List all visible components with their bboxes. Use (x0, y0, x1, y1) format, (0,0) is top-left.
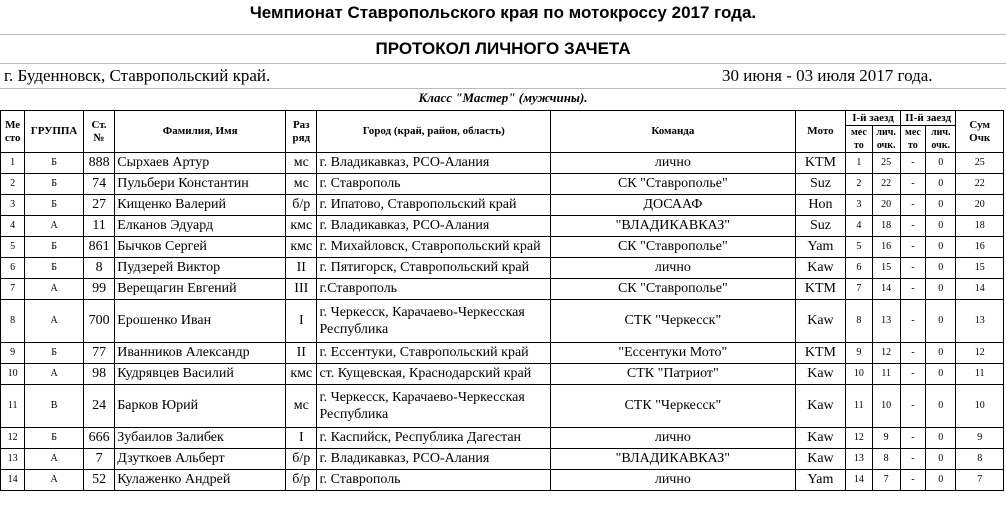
cell-h2-place: - (900, 428, 925, 449)
cell-h1-place: 8 (846, 300, 872, 343)
cell-moto: Hon (795, 195, 846, 216)
cell-h2-place: - (900, 174, 925, 195)
table-row (1, 364, 1004, 385)
cell-total: 12 (956, 343, 1004, 364)
cell-num: 700 (83, 300, 114, 343)
cell-city: г. Пятигорск, Ставропольский край (317, 258, 551, 279)
cell-group: Б (25, 195, 84, 216)
cell-name: Бычков Сергей (115, 237, 286, 258)
col-heat1-place: мес то (846, 126, 872, 153)
table-row (1, 174, 1004, 195)
event-dates: 30 июня - 03 июля 2017 года. (722, 66, 933, 85)
cell-total: 18 (956, 216, 1004, 237)
cell-team: СТК "Черкесск" (551, 300, 796, 343)
col-heat1-points: лич. очк. (872, 126, 900, 153)
cell-h1-place: 7 (846, 279, 872, 300)
cell-city: г. Владикавказ, РСО-Алания (317, 153, 551, 174)
cell-moto: Kaw (795, 385, 846, 428)
cell-place: 12 (1, 428, 25, 449)
cell-rank: мс (286, 153, 317, 174)
cell-h1-pts: 20 (872, 195, 900, 216)
cell-city: г. Черкесск, Карачаево-Черкесская Республика (317, 385, 551, 428)
cell-total: 22 (956, 174, 1004, 195)
cell-place: 8 (1, 300, 25, 343)
cell-place: 1 (1, 153, 25, 174)
cell-num: 77 (83, 343, 114, 364)
cell-h1-pts: 12 (872, 343, 900, 364)
cell-moto: Kaw (795, 300, 846, 343)
col-rank: Раз ряд (286, 111, 317, 153)
cell-h2-pts: 0 (926, 258, 956, 279)
cell-h2-pts: 0 (926, 385, 956, 428)
cell-h1-pts: 18 (872, 216, 900, 237)
event-location: г. Буденновск, Ставропольский край. (4, 66, 271, 85)
cell-h1-place: 6 (846, 258, 872, 279)
cell-group: В (25, 385, 84, 428)
cell-group: А (25, 449, 84, 470)
cell-total: 11 (956, 364, 1004, 385)
cell-h2-pts: 0 (926, 216, 956, 237)
cell-group: Б (25, 343, 84, 364)
cell-place: 11 (1, 385, 25, 428)
cell-place: 6 (1, 258, 25, 279)
cell-h1-place: 10 (846, 364, 872, 385)
cell-rank: мс (286, 174, 317, 195)
col-heat1: I-й заезд (846, 111, 901, 126)
cell-group: А (25, 364, 84, 385)
cell-h1-pts: 22 (872, 174, 900, 195)
cell-rank: кмс (286, 237, 317, 258)
cell-h2-place: - (900, 237, 925, 258)
cell-city: г. Михайловск, Ставропольский край (317, 237, 551, 258)
table-row (1, 195, 1004, 216)
cell-team: "ВЛАДИКАВКАЗ" (551, 449, 796, 470)
cell-place: 14 (1, 470, 25, 491)
cell-h2-place: - (900, 153, 925, 174)
cell-total: 25 (956, 153, 1004, 174)
table-row (1, 237, 1004, 258)
col-number: Ст. № (83, 111, 114, 153)
cell-city: г. Владикавказ, РСО-Алания (317, 216, 551, 237)
cell-city: г.Ставрополь (317, 279, 551, 300)
cell-num: 74 (83, 174, 114, 195)
cell-group: А (25, 216, 84, 237)
cell-rank: б/р (286, 449, 317, 470)
cell-name: Зубаилов Залибек (115, 428, 286, 449)
cell-h1-place: 1 (846, 153, 872, 174)
table-row (1, 153, 1004, 174)
cell-name: Иванников Александр (115, 343, 286, 364)
col-heat2-place: мес то (900, 126, 925, 153)
cell-h2-pts: 0 (926, 279, 956, 300)
cell-num: 666 (83, 428, 114, 449)
cell-h2-place: - (900, 279, 925, 300)
cell-h1-pts: 16 (872, 237, 900, 258)
cell-team: СК "Ставрополье" (551, 237, 796, 258)
cell-team: СТК "Черкесск" (551, 385, 796, 428)
col-moto: Мото (795, 111, 846, 153)
cell-h2-pts: 0 (926, 470, 956, 491)
cell-h2-place: - (900, 258, 925, 279)
cell-place: 2 (1, 174, 25, 195)
cell-place: 5 (1, 237, 25, 258)
cell-num: 7 (83, 449, 114, 470)
cell-rank: I (286, 300, 317, 343)
cell-group: А (25, 470, 84, 491)
cell-num: 99 (83, 279, 114, 300)
cell-h2-place: - (900, 343, 925, 364)
cell-name: Дзуткоев Альберт (115, 449, 286, 470)
cell-rank: II (286, 258, 317, 279)
cell-h1-pts: 8 (872, 449, 900, 470)
cell-h1-pts: 7 (872, 470, 900, 491)
cell-city: г. Ставрополь (317, 174, 551, 195)
cell-total: 20 (956, 195, 1004, 216)
cell-h1-place: 5 (846, 237, 872, 258)
cell-name: Ерошенко Иван (115, 300, 286, 343)
cell-rank: I (286, 428, 317, 449)
cell-h2-pts: 0 (926, 300, 956, 343)
table-row (1, 343, 1004, 364)
table-row (1, 300, 1004, 343)
cell-team: лично (551, 153, 796, 174)
col-total: Сум Очк (956, 111, 1004, 153)
cell-name: Кищенко Валерий (115, 195, 286, 216)
cell-num: 98 (83, 364, 114, 385)
class-label: Класс "Мастер" (мужчины). (418, 90, 588, 105)
cell-h2-place: - (900, 300, 925, 343)
cell-h2-pts: 0 (926, 428, 956, 449)
col-team: Команда (551, 111, 796, 153)
cell-place: 4 (1, 216, 25, 237)
cell-h1-place: 2 (846, 174, 872, 195)
grid-line (0, 63, 1006, 64)
cell-h2-pts: 0 (926, 195, 956, 216)
cell-total: 13 (956, 300, 1004, 343)
col-heat2-points: лич. очк. (926, 126, 956, 153)
cell-city: г. Владикавказ, РСО-Алания (317, 449, 551, 470)
cell-name: Кудрявцев Василий (115, 364, 286, 385)
cell-h1-place: 12 (846, 428, 872, 449)
protocol-title: ПРОТОКОЛ ЛИЧНОГО ЗАЧЕТА (375, 39, 631, 58)
cell-group: А (25, 279, 84, 300)
cell-group: Б (25, 153, 84, 174)
cell-team: "Ессентуки Мото" (551, 343, 796, 364)
cell-h1-pts: 10 (872, 385, 900, 428)
cell-rank: кмс (286, 364, 317, 385)
cell-team: СТК "Патриот" (551, 364, 796, 385)
cell-h1-place: 11 (846, 385, 872, 428)
cell-num: 11 (83, 216, 114, 237)
cell-h2-pts: 0 (926, 153, 956, 174)
cell-rank: III (286, 279, 317, 300)
cell-place: 9 (1, 343, 25, 364)
cell-rank: б/р (286, 470, 317, 491)
cell-group: Б (25, 174, 84, 195)
cell-group: Б (25, 258, 84, 279)
cell-rank: б/р (286, 195, 317, 216)
cell-h1-pts: 11 (872, 364, 900, 385)
cell-team: лично (551, 428, 796, 449)
cell-h1-pts: 15 (872, 258, 900, 279)
cell-h2-pts: 0 (926, 174, 956, 195)
cell-group: А (25, 300, 84, 343)
table-row (1, 385, 1004, 428)
cell-h1-pts: 13 (872, 300, 900, 343)
cell-total: 14 (956, 279, 1004, 300)
cell-team: лично (551, 258, 796, 279)
cell-num: 27 (83, 195, 114, 216)
cell-place: 10 (1, 364, 25, 385)
results-table (0, 110, 1004, 491)
cell-city: г. Ессентуки, Ставропольский край (317, 343, 551, 364)
cell-city: г. Ставрополь (317, 470, 551, 491)
cell-h2-pts: 0 (926, 449, 956, 470)
cell-team: СК "Ставрополье" (551, 279, 796, 300)
cell-name: Сырхаев Артур (115, 153, 286, 174)
col-place: Ме сто (1, 111, 25, 153)
cell-moto: Kaw (795, 449, 846, 470)
cell-h1-place: 4 (846, 216, 872, 237)
table-row (1, 216, 1004, 237)
table-row (1, 470, 1004, 491)
cell-team: "ВЛАДИКАВКАЗ" (551, 216, 796, 237)
cell-h1-place: 14 (846, 470, 872, 491)
cell-moto: Kaw (795, 428, 846, 449)
col-heat2: II-й заезд (900, 111, 956, 126)
cell-team: СК "Ставрополье" (551, 174, 796, 195)
cell-h2-place: - (900, 216, 925, 237)
cell-h2-place: - (900, 195, 925, 216)
cell-moto: Suz (795, 216, 846, 237)
cell-place: 7 (1, 279, 25, 300)
cell-total: 7 (956, 470, 1004, 491)
cell-group: Б (25, 237, 84, 258)
cell-moto: KTM (795, 343, 846, 364)
cell-team: лично (551, 470, 796, 491)
cell-h1-pts: 14 (872, 279, 900, 300)
col-city: Город (край, район, область) (317, 111, 551, 153)
table-row (1, 428, 1004, 449)
cell-num: 24 (83, 385, 114, 428)
cell-rank: II (286, 343, 317, 364)
col-name: Фамилия, Имя (115, 111, 286, 153)
grid-line (0, 88, 1006, 89)
cell-total: 8 (956, 449, 1004, 470)
cell-moto: Yam (795, 237, 846, 258)
cell-place: 3 (1, 195, 25, 216)
table-row (1, 279, 1004, 300)
cell-num: 888 (83, 153, 114, 174)
cell-moto: Yam (795, 470, 846, 491)
cell-total: 16 (956, 237, 1004, 258)
cell-moto: Kaw (795, 364, 846, 385)
cell-h1-place: 3 (846, 195, 872, 216)
cell-name: Пульбери Константин (115, 174, 286, 195)
cell-h1-pts: 25 (872, 153, 900, 174)
cell-h1-place: 9 (846, 343, 872, 364)
championship-title: Чемпионат Ставропольского края по мотокроссу 2017 года. (249, 3, 757, 22)
table-row (1, 258, 1004, 279)
grid-line (0, 34, 1006, 35)
cell-num: 861 (83, 237, 114, 258)
cell-num: 52 (83, 470, 114, 491)
col-group: ГРУППА (25, 111, 84, 153)
cell-total: 10 (956, 385, 1004, 428)
cell-moto: KTM (795, 153, 846, 174)
cell-h2-place: - (900, 470, 925, 491)
cell-name: Пудзерей Виктор (115, 258, 286, 279)
cell-rank: кмс (286, 216, 317, 237)
cell-group: Б (25, 428, 84, 449)
cell-name: Кулаженко Андрей (115, 470, 286, 491)
cell-h2-pts: 0 (926, 343, 956, 364)
cell-rank: мс (286, 385, 317, 428)
cell-moto: Suz (795, 174, 846, 195)
cell-city: г. Черкесск, Карачаево-Черкесская Республика (317, 300, 551, 343)
cell-name: Елканов Эдуард (115, 216, 286, 237)
cell-moto: Kaw (795, 258, 846, 279)
cell-place: 13 (1, 449, 25, 470)
cell-h1-place: 13 (846, 449, 872, 470)
cell-name: Верещагин Евгений (115, 279, 286, 300)
cell-h2-place: - (900, 364, 925, 385)
cell-total: 15 (956, 258, 1004, 279)
cell-name: Барков Юрий (115, 385, 286, 428)
cell-total: 9 (956, 428, 1004, 449)
cell-h2-pts: 0 (926, 364, 956, 385)
cell-team: ДОСААФ (551, 195, 796, 216)
cell-moto: KTM (795, 279, 846, 300)
cell-city: г. Каспийск, Республика Дагестан (317, 428, 551, 449)
table-row (1, 449, 1004, 470)
cell-h2-pts: 0 (926, 237, 956, 258)
cell-num: 8 (83, 258, 114, 279)
cell-city: ст. Кущевская, Краснодарский край (317, 364, 551, 385)
cell-h2-place: - (900, 385, 925, 428)
cell-city: г. Ипатово, Ставропольский край (317, 195, 551, 216)
cell-h2-place: - (900, 449, 925, 470)
cell-h1-pts: 9 (872, 428, 900, 449)
